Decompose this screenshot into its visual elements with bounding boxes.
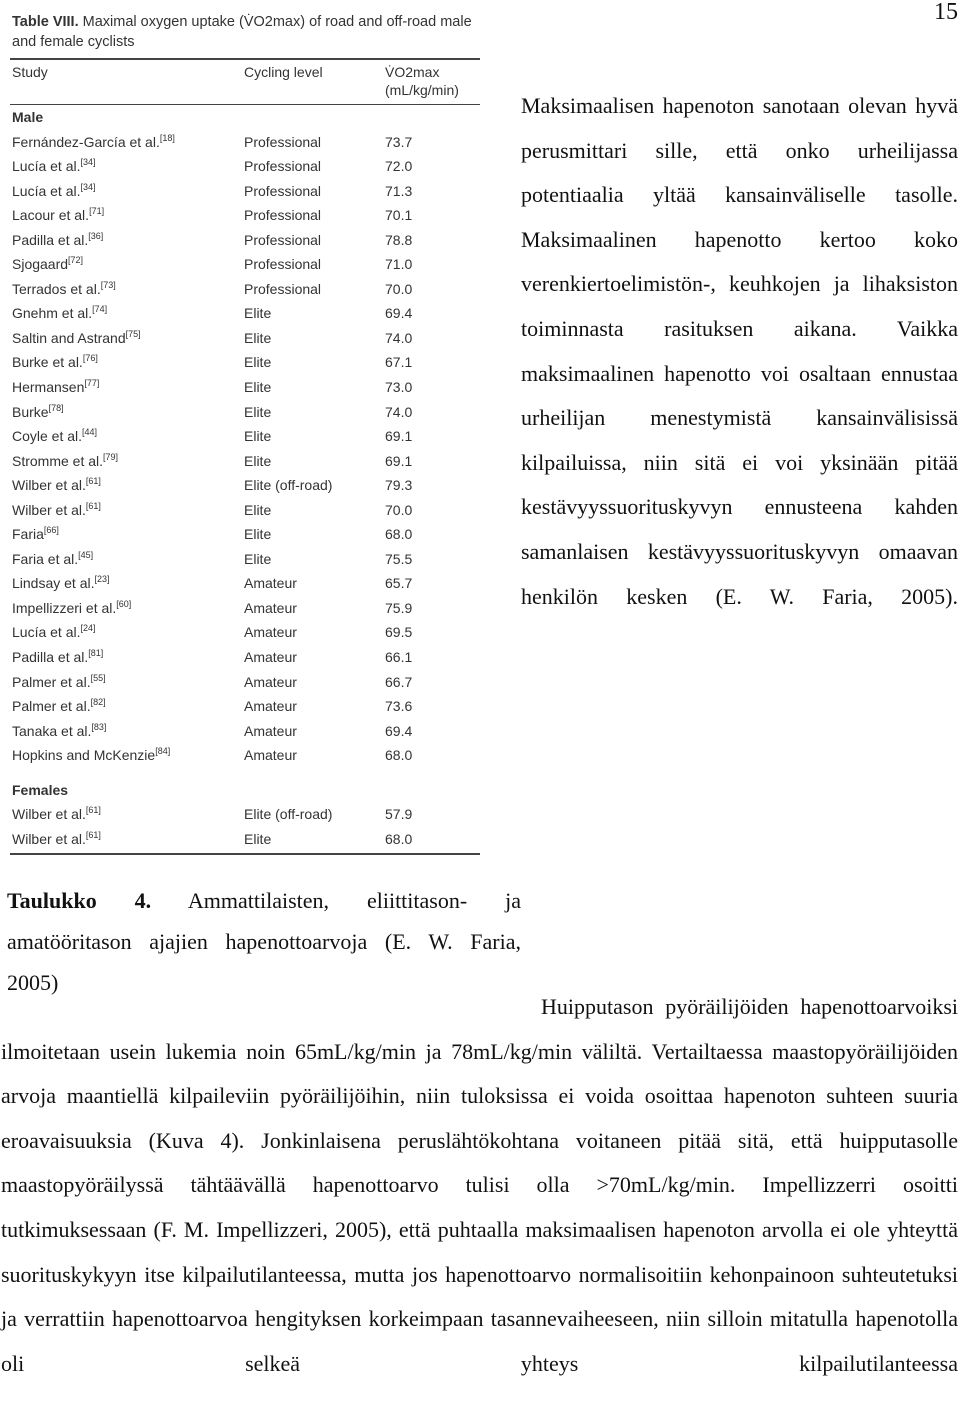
table-row (10, 375, 480, 400)
study-cell (12, 473, 101, 498)
reference: [71] (89, 206, 105, 217)
caption-last: 2005) (7, 970, 59, 995)
vo2max-cell: 73.6 (385, 698, 413, 715)
study-cell (12, 802, 101, 827)
header-vo2max-line2: (mL/kg/min) (385, 82, 459, 98)
reference: [61] (85, 829, 101, 840)
vo2max-cell: 75.5 (385, 550, 413, 567)
study-name: Stromme et al. (12, 452, 104, 469)
table-row (10, 670, 480, 695)
reference: [74] (92, 304, 108, 315)
header-cycling-level: Cycling level (244, 64, 323, 80)
table-row (10, 449, 480, 474)
table-row (10, 719, 480, 744)
study-name: Sjogaard (12, 256, 69, 273)
caption-label: Taulukko 4. (7, 888, 152, 913)
reference: [72] (68, 255, 84, 266)
vo2max-cell: 74.0 (385, 329, 413, 346)
cycling-level-cell: Professional (244, 231, 322, 248)
side-paragraph: Maksimaalisen hapenoton sanotaan olevan hyvä perusmittari sille, että onko urheilijassa potentiaalia yltää kansainväliselle tasolle. Maksimaalinen hapenotto kertoo koko verenkiertoelimistön-, keuhkojen ja lihaksiston toiminnasta rasituksen aikana. Vaikka maksimaalinen hapenotto voi osaltaan ennustaa urheilijan menestymistä kansainvälisissä kilpailuissa, niin sitä ei voi yksinään pitää kestävyyssuorituskyvyn ennusteena kahden samanlaisen kestävyyssuorituskyvyn omaavan henkilön kesken (E. W. Faria, 2005). (521, 93, 958, 609)
reference: [55] (90, 672, 106, 683)
study-name: Faria et al. (12, 550, 79, 567)
vo2max-cell: 74.0 (385, 403, 413, 420)
table-row (10, 350, 480, 375)
cycling-level-cell: Professional (244, 256, 322, 273)
cycling-level-cell: Professional (244, 158, 322, 175)
caption-text: Ammattilaisten, eliittitason- ja amatööritason ajajien hapenottoarvoja (E. W. Faria, (7, 888, 521, 954)
table-row (10, 694, 480, 719)
study-cell (12, 179, 96, 204)
cycling-level-cell: Professional (244, 207, 322, 224)
cycling-level-cell: Professional (244, 133, 322, 150)
study-cell (12, 449, 118, 474)
table-row (10, 547, 480, 572)
study-name: Palmer et al. (12, 673, 91, 690)
study-cell (12, 719, 106, 744)
cycling-level-cell: Elite (244, 354, 272, 371)
reference: [75] (125, 328, 141, 339)
vo2max-cell: 78.8 (385, 231, 413, 248)
study-cell (12, 645, 103, 670)
table-row (10, 301, 480, 326)
table-bottom-rule (10, 853, 480, 855)
cycling-level-cell: Elite (off-road) (244, 806, 333, 823)
table-body (10, 105, 480, 851)
study-name: Hermansen (12, 379, 85, 396)
study-cell (12, 620, 96, 645)
reference: [34] (80, 157, 96, 168)
study-cell (12, 350, 98, 375)
reference: [82] (90, 697, 106, 708)
table-row (10, 571, 480, 596)
cycling-level-cell: Elite (244, 526, 272, 543)
study-cell (12, 130, 175, 155)
table-row (10, 424, 480, 449)
table-row (10, 400, 480, 425)
cycling-level-cell: Professional (244, 182, 322, 199)
reference: [34] (80, 181, 96, 192)
table-row (10, 154, 480, 179)
table-row (10, 228, 480, 253)
cycling-level-cell: Elite (244, 379, 272, 396)
reference: [24] (80, 623, 96, 634)
table-row (10, 596, 480, 621)
table-row (10, 252, 480, 277)
table-row (10, 473, 480, 498)
body-paragraph (1, 985, 958, 1386)
group-label-male (10, 105, 480, 130)
study-cell (12, 154, 96, 179)
table-row (10, 203, 480, 228)
study-name: Lucía et al. (12, 182, 81, 199)
reference: [81] (88, 648, 104, 659)
reference: [79] (103, 451, 119, 462)
study-name: Hopkins and McKenzie (12, 747, 156, 764)
table-row (10, 620, 480, 645)
vo2max-table (10, 12, 480, 855)
reference: [77] (84, 378, 100, 389)
study-name: Lucía et al. (12, 158, 81, 175)
study-name: Lacour et al. (12, 207, 90, 224)
study-name: Burke (12, 403, 49, 420)
vo2max-cell: 70.0 (385, 280, 413, 297)
study-name: Impellizzeri et al. (12, 599, 117, 616)
study-cell (12, 596, 131, 621)
vo2max-cell: 68.0 (385, 830, 413, 847)
study-cell (12, 498, 101, 523)
study-cell (12, 522, 59, 547)
study-cell (12, 827, 101, 852)
table-row (10, 326, 480, 351)
study-cell (12, 203, 104, 228)
table-row (10, 645, 480, 670)
study-name: Tanaka et al. (12, 722, 92, 739)
vo2max-cell: 75.9 (385, 599, 413, 616)
reference: [61] (85, 500, 101, 511)
table-row (10, 743, 480, 768)
study-name: Saltin and Astrand (12, 329, 126, 346)
reference: [83] (91, 721, 107, 732)
study-name: Faria (12, 526, 44, 543)
study-name: Wilber et al. (12, 477, 86, 494)
study-cell (12, 375, 99, 400)
reference: [60] (116, 598, 132, 609)
cycling-level-cell: Amateur (244, 673, 297, 690)
vo2max-cell: 73.0 (385, 379, 413, 396)
table-row (10, 802, 480, 827)
cycling-level-cell: Amateur (244, 747, 297, 764)
cycling-level-cell: Amateur (244, 698, 297, 715)
cycling-level-cell: Elite (off-road) (244, 477, 333, 494)
table-row (10, 827, 480, 852)
study-name: Padilla et al. (12, 231, 89, 248)
cycling-level-cell: Amateur (244, 624, 297, 641)
table-row (10, 522, 480, 547)
vo2max-cell: 66.1 (385, 649, 413, 666)
study-name: Burke et al. (12, 354, 83, 371)
table-row (10, 498, 480, 523)
vo2max-cell: 69.1 (385, 428, 413, 445)
study-name: Wilber et al. (12, 501, 86, 518)
vo2max-cell: 79.3 (385, 477, 413, 494)
vo2max-cell: 67.1 (385, 354, 413, 371)
study-cell (12, 277, 116, 302)
group-label: Females (12, 781, 69, 798)
cycling-level-cell: Elite (244, 428, 272, 445)
study-name: Lindsay et al. (12, 575, 95, 592)
group-label-females (10, 778, 480, 803)
study-name: Fernández-García et al. (12, 133, 160, 150)
vo2max-cell: 69.5 (385, 624, 413, 641)
cycling-level-cell: Elite (244, 501, 272, 518)
study-cell (12, 547, 93, 572)
vo2max-cell: 73.7 (385, 133, 413, 150)
reference: [84] (155, 746, 171, 757)
study-cell (12, 743, 170, 768)
study-name: Wilber et al. (12, 806, 86, 823)
cycling-level-cell: Amateur (244, 575, 297, 592)
study-name: Wilber et al. (12, 830, 86, 847)
table-header (10, 60, 480, 104)
vo2max-cell: 70.1 (385, 207, 413, 224)
study-name: Palmer et al. (12, 698, 91, 715)
table-row (10, 130, 480, 155)
study-name: Terrados et al. (12, 280, 101, 297)
vo2max-cell: 70.0 (385, 501, 413, 518)
vo2max-cell: 65.7 (385, 575, 413, 592)
reference: [23] (94, 574, 110, 585)
table-caption-text: Maximal oxygen uptake (V̇O2max) of road and off-road male and female cyclists (12, 14, 472, 50)
vo2max-cell: 68.0 (385, 747, 413, 764)
study-cell (12, 228, 103, 253)
reference: [61] (85, 805, 101, 816)
vo2max-cell: 69.1 (385, 452, 413, 469)
study-cell (12, 670, 106, 695)
reference: [44] (82, 427, 98, 438)
reference: [76] (82, 353, 98, 364)
study-cell (12, 400, 64, 425)
study-cell (12, 694, 106, 719)
cycling-level-cell: Elite (244, 403, 272, 420)
header-vo2max (385, 63, 459, 99)
cycling-level-cell: Elite (244, 550, 272, 567)
study-name: Coyle et al. (12, 428, 83, 445)
study-name: Lucía et al. (12, 624, 81, 641)
reference: [78] (48, 402, 64, 413)
study-cell (12, 252, 83, 277)
body-paragraph-text: Huipputason pyöräilijöiden hapenottoarvoiksi ilmoitetaan usein lukemia noin 65mL/kg/min ja 78mL/kg/min väliltä. Vertailtaessa maastopyöräilijöiden arvoja maantiellä kilpaileviin pyöräilijöihin, niin tuloksissa ei voida osoittaa hapenoton suhteen suuria eroavaisuuksia (Kuva 4). Jonkinlaisena peruslähtökohtana voitaneen pitää sitä, että huipputasolle maastopyöräilyssä tähtäävällä hapenottoarvo tulisi olla >70mL/kg/min. Impellizzerri osoitti tutkimuksessaan (F. M. Impellizzeri, 2005), että puhtaalla maksimaalisen hapenoton arvolla ei ole yhteyttä suorituskykyyn itse kilpailutilanteessa, mutta jos hapenottoarvo normalisoitiin kehonpainoon suhteutetuksi ja verrattiin hapenottoarvoa hengityksen korkeimpaan tasannevaiheeseen, niin silloin mitatulla hapenotolla oli selkeä yhteys kilpailutilanteessa (1, 994, 958, 1376)
reference: [36] (88, 230, 104, 241)
cycling-level-cell: Elite (244, 452, 272, 469)
cycling-level-cell: Amateur (244, 599, 297, 616)
cycling-level-cell: Amateur (244, 649, 297, 666)
vo2max-cell: 72.0 (385, 158, 413, 175)
vo2max-cell: 69.4 (385, 305, 413, 322)
vo2max-cell: 68.0 (385, 526, 413, 543)
table-row (10, 277, 480, 302)
study-name: Padilla et al. (12, 649, 89, 666)
group-label: Male (12, 109, 44, 125)
table-row (10, 179, 480, 204)
cycling-level-cell: Elite (244, 830, 272, 847)
vo2max-cell: 71.3 (385, 182, 413, 199)
header-vo2max-line1: V̇O2max (385, 64, 440, 80)
header-study: Study (12, 64, 48, 80)
study-cell (12, 424, 97, 449)
vo2max-cell: 71.0 (385, 256, 413, 273)
cycling-level-cell: Amateur (244, 722, 297, 739)
reference: [45] (78, 549, 94, 560)
reference: [73] (100, 279, 116, 290)
cycling-level-cell: Professional (244, 280, 322, 297)
study-cell (12, 326, 141, 351)
vo2max-cell: 66.7 (385, 673, 413, 690)
vo2max-cell: 57.9 (385, 806, 413, 823)
table-caption (12, 12, 480, 52)
study-cell (12, 571, 110, 596)
study-cell (12, 301, 107, 326)
cycling-level-cell: Elite (244, 329, 272, 346)
cycling-level-cell: Elite (244, 305, 272, 322)
vo2max-cell: 69.4 (385, 722, 413, 739)
reference: [18] (159, 132, 175, 143)
table-caption-label: Table VIII. (12, 14, 79, 30)
reference: [61] (85, 476, 101, 487)
reference: [66] (43, 525, 59, 536)
page-number: 15 (934, 0, 958, 25)
study-name: Gnehm et al. (12, 305, 93, 322)
